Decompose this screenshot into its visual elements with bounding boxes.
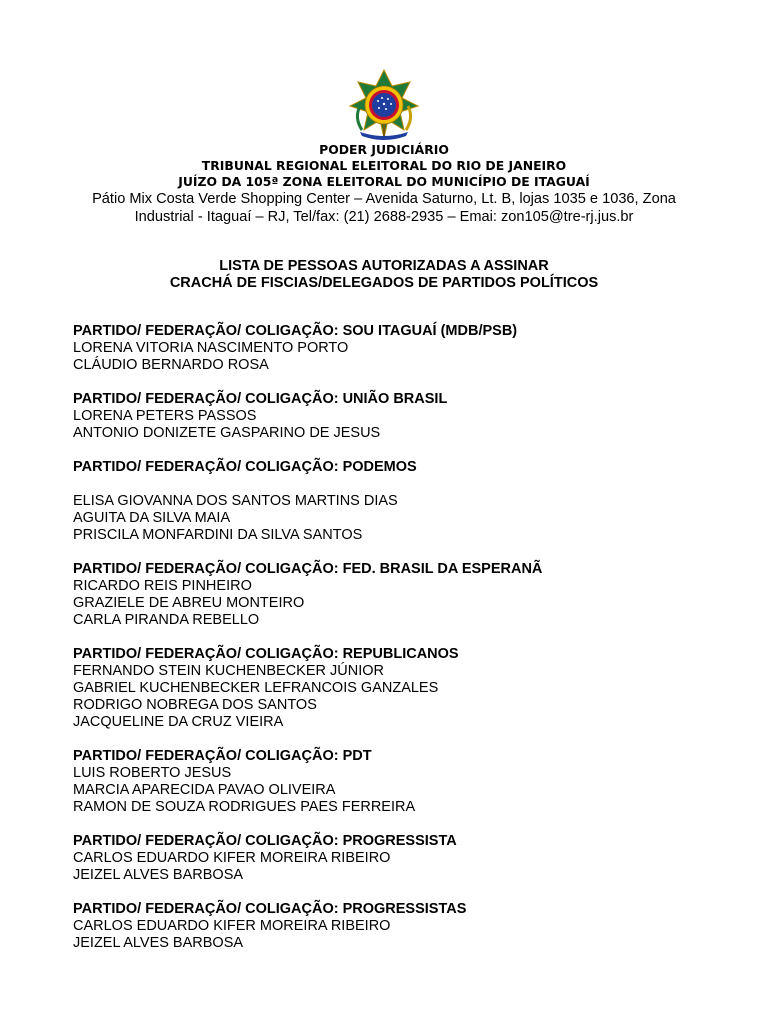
party-title: PARTIDO/ FEDERAÇÃO/ COLIGAÇÃO: REPUBLICANOS <box>73 646 459 662</box>
party-member: GRAZIELE DE ABREU MONTEIRO <box>73 595 305 611</box>
header-address-1: Pátio Mix Costa Verde Shopping Center – Avenida Saturno, Lt. B, lojas 1035 e 1036, Zona <box>92 191 676 207</box>
party-title: PARTIDO/ FEDERAÇÃO/ COLIGAÇÃO: PROGRESSISTAS <box>73 901 467 917</box>
party-member: RICARDO REIS PINHEIRO <box>73 578 252 594</box>
party-member: LUIS ROBERTO JESUS <box>73 765 232 781</box>
party-member: RODRIGO NOBREGA DOS SANTOS <box>73 697 317 713</box>
party-block <box>73 901 753 952</box>
party-member: GABRIEL KUCHENBECKER LEFRANCOIS GANZALES <box>73 680 439 696</box>
party-member: CLÁUDIO BERNARDO ROSA <box>73 357 269 373</box>
party-block <box>73 833 753 884</box>
party-member: ELISA GIOVANNA DOS SANTOS MARTINS DIAS <box>73 493 398 509</box>
party-member: CARLOS EDUARDO KIFER MOREIRA RIBEIRO <box>73 918 391 934</box>
party-title: PARTIDO/ FEDERAÇÃO/ COLIGAÇÃO: PDT <box>73 748 372 764</box>
party-member: FERNANDO STEIN KUCHENBECKER JÚNIOR <box>73 663 384 679</box>
party-title: PARTIDO/ FEDERAÇÃO/ COLIGAÇÃO: PODEMOS <box>73 459 417 475</box>
party-member: CARLOS EDUARDO KIFER MOREIRA RIBEIRO <box>73 850 391 866</box>
title-line-2: CRACHÁ DE FISCIAS/DELEGADOS DE PARTIDOS POLÍTICOS <box>169 275 599 291</box>
header-line-2: TRIBUNAL REGIONAL ELEITORAL DO RIO DE JANEIRO <box>201 158 567 173</box>
party-list <box>73 323 753 969</box>
party-title: PARTIDO/ FEDERAÇÃO/ COLIGAÇÃO: FED. BRASIL DA ESPERANÃ <box>73 561 543 577</box>
party-member: RAMON DE SOUZA RODRIGUES PAES FERREIRA <box>73 799 416 815</box>
party-block <box>73 459 753 544</box>
brazil-coat-of-arms-icon <box>342 68 426 142</box>
party-member: JEIZEL ALVES BARBOSA <box>73 935 244 951</box>
party-block <box>73 748 753 816</box>
title-line-1: LISTA DE PESSOAS AUTORIZADAS A ASSINAR <box>219 258 549 274</box>
party-block <box>73 646 753 731</box>
header-line-3: JUÍZO DA 105ª ZONA ELEITORAL DO MUNICÍPIO DE ITAGUAÍ <box>178 174 590 189</box>
party-member: CARLA PIRANDA REBELLO <box>73 612 260 628</box>
party-member: JACQUELINE DA CRUZ VIEIRA <box>73 714 284 730</box>
party-block <box>73 323 753 374</box>
party-title: PARTIDO/ FEDERAÇÃO/ COLIGAÇÃO: UNIÃO BRASIL <box>73 391 448 407</box>
header-line-1: PODER JUDICIÁRIO <box>319 142 449 157</box>
party-title: PARTIDO/ FEDERAÇÃO/ COLIGAÇÃO: SOU ITAGUAÍ (MDB/PSB) <box>73 323 518 339</box>
document-header <box>0 142 768 226</box>
party-member: LORENA PETERS PASSOS <box>73 408 257 424</box>
party-title: PARTIDO/ FEDERAÇÃO/ COLIGAÇÃO: PROGRESSISTA <box>73 833 457 849</box>
party-member: MARCIA APARECIDA PAVAO OLIVEIRA <box>73 782 336 798</box>
header-address-2: Industrial - Itaguaí – RJ, Tel/fax: (21) 2688-2935 – Emai: zon105@tre-rj.jus.br <box>134 209 634 225</box>
party-member: LORENA VITORIA NASCIMENTO PORTO <box>73 340 349 356</box>
party-block <box>73 561 753 629</box>
document-title <box>0 258 768 292</box>
party-member: PRISCILA MONFARDINI DA SILVA SANTOS <box>73 527 363 543</box>
party-member: ANTONIO DONIZETE GASPARINO DE JESUS <box>73 425 381 441</box>
party-block <box>73 391 753 442</box>
party-member: AGUITA DA SILVA MAIA <box>73 510 231 526</box>
party-member: JEIZEL ALVES BARBOSA <box>73 867 244 883</box>
